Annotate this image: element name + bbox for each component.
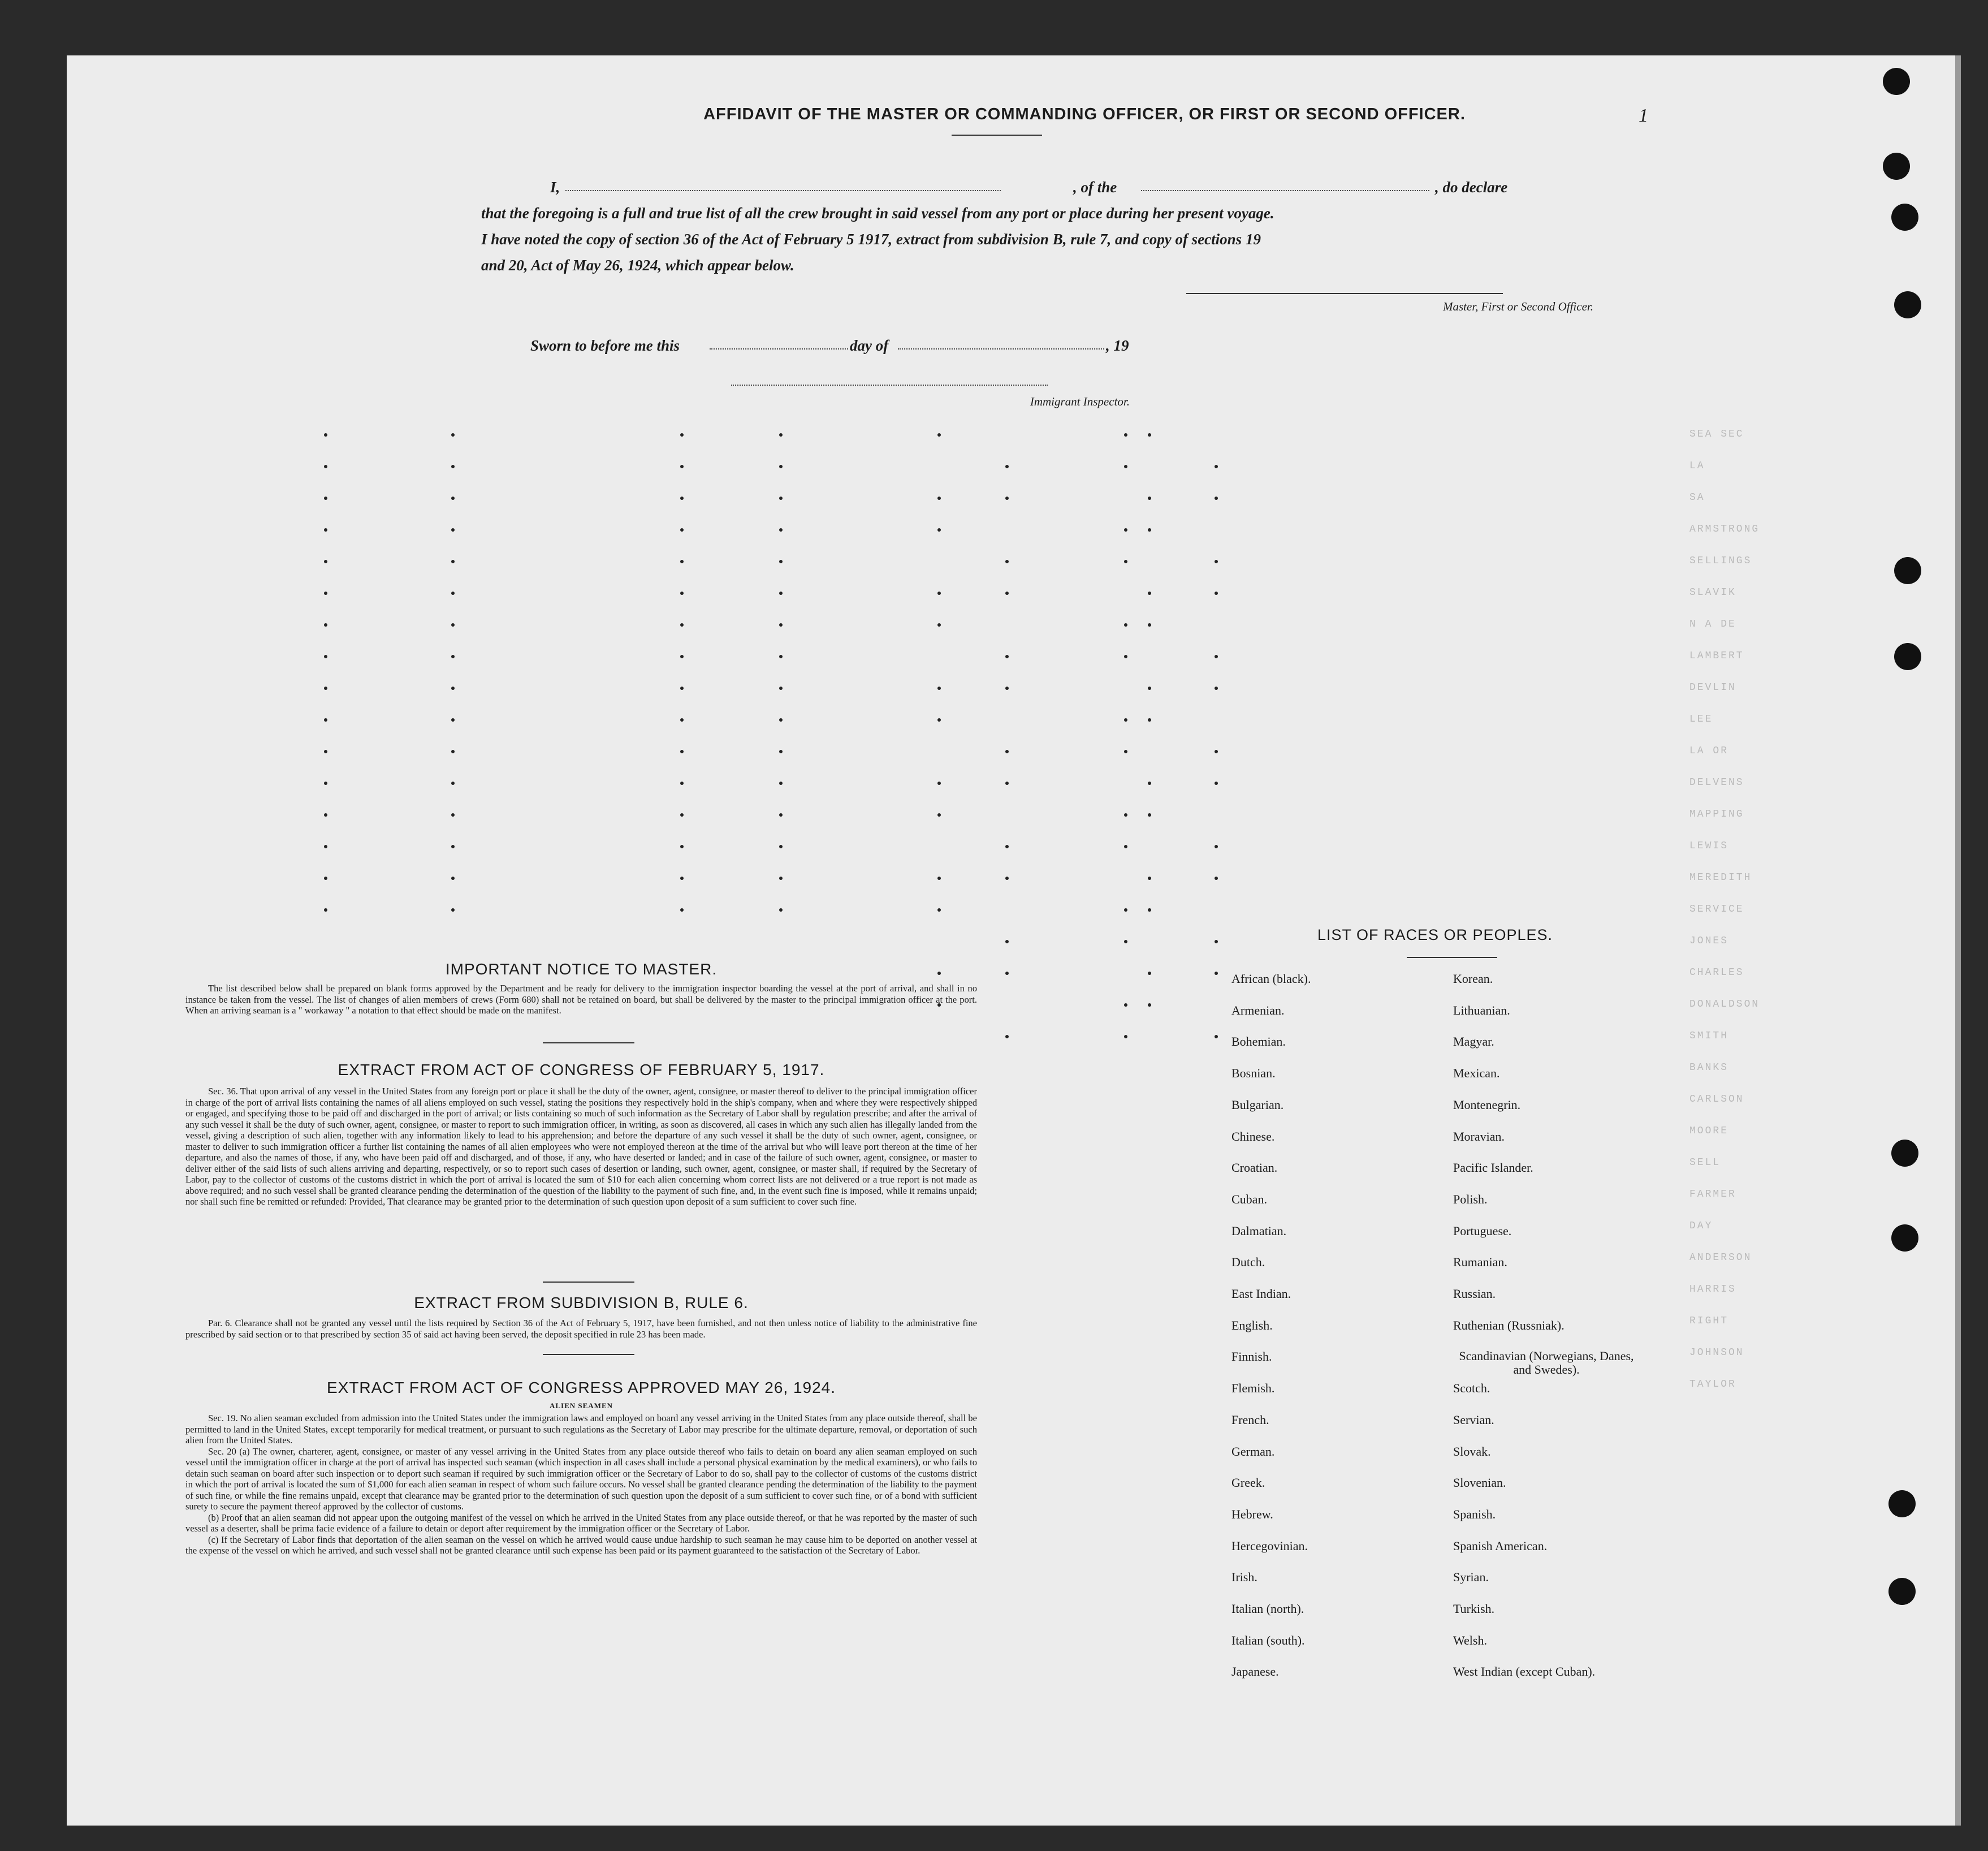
guide-dot — [451, 908, 455, 912]
race-item: Cuban. — [1231, 1192, 1267, 1206]
guide-dot — [1148, 972, 1151, 975]
guide-dot — [1148, 813, 1151, 817]
binder-hole — [1888, 1578, 1916, 1605]
guide-dot — [1005, 592, 1009, 595]
race-item: Lithuanian. — [1453, 1003, 1510, 1017]
binder-hole — [1891, 1224, 1918, 1252]
guide-dot — [779, 592, 783, 595]
subdivision-b-divider — [543, 1354, 634, 1355]
guide-dot — [937, 433, 941, 437]
guide-dot — [324, 813, 327, 817]
race-item: Croatian. — [1231, 1160, 1278, 1175]
guide-dot — [324, 497, 327, 500]
guide-dot — [1148, 687, 1151, 690]
race-item: Chinese. — [1231, 1129, 1275, 1144]
race-item: Slovenian. — [1453, 1475, 1506, 1490]
guide-dot — [1124, 623, 1127, 627]
notice-title: IMPORTANT NOTICE TO MASTER. — [445, 960, 718, 978]
race-item: West Indian (except Cuban). — [1453, 1664, 1596, 1679]
guide-dot — [680, 655, 684, 658]
guide-dot — [1215, 687, 1218, 690]
subdivision-b-text: Par. 6. Clearance shall not be granted any vessel until the lists required by Section 36 of the Act of February 5, 1917, have been furnished, and not then unless notice of liability to the administrative fine prescribed by said section or to that prescribed by section 35 of said act having been served, the deposit specified in rule 23 has been made. — [185, 1318, 977, 1340]
extract-1917-text: Sec. 36. That upon arrival of any vessel in the United States from any foreign port or place it shall be the duty of the owner, agent, consignee, or master thereof to deliver to the principal immigration officer in charge of the port of arrival lists containing the names of all aliens employed on such vessel, stating the positions they respectively hold in the ship's company, when and where they were respectively shipped or engaged, and specifying those to be paid off and discharged in the port of arrival; or lists containing so much of such information as the Secretary of Labor shall by regulation prescribe; and after the arrival of any such vessel it shall be the duty of such owner, agent, consignee, or master to report to such immigration officer, in writing, as soon as discovered, all cases in which any such alien has illegally landed from the vessel, giving a description of such alien, together with any information likely to lead to his apprehension; and before the departure of any such vessel it shall be the duty of such owner, agent, consignee, or master to deliver to such immigration officer a further list containing the names of all alien employees who were not employed thereon at the time of the arrival but who will leave port thereon at the time of her departure, and also the names of those, if any, who have been paid off and discharged, and of those, if any, who have deserted or landed; and in case of the failure of such owner, agent, consignee, or master to deliver either of the said lists of such aliens arriving and departing, respectively, or so to report such cases of desertion or landing, such owner, agent, consignee, or master shall, if required by the Secretary of Labor, pay to the collector of customs of the customs district in which the port of arrival is located the sum of $10 for each alien concerning whom correct lists are not delivered or a true report is not made as above required; and no such vessel shall be granted clearance pending the determination of the question of the liability to the payment of such fine, and, in the event such fine is imposed, while it remains unpaid; nor shall such fine be remitted or refunded: Provided, That clearance may be granted prior to the determination of such question upon deposit of a sum sufficient to cover such fine. — [185, 1086, 977, 1207]
race-item: Moravian. — [1453, 1129, 1505, 1144]
guide-dot — [451, 718, 455, 722]
race-item: Greek. — [1231, 1475, 1265, 1490]
guide-dot — [1215, 845, 1218, 848]
guide-dot — [451, 687, 455, 690]
race-item: Mexican. — [1453, 1066, 1500, 1081]
guide-dot — [937, 687, 941, 690]
race-item: Irish. — [1231, 1570, 1257, 1585]
guide-dot — [1005, 972, 1009, 975]
guide-dot — [680, 465, 684, 468]
extract-1924-sec19: Sec. 19. No alien seaman excluded from admission into the United States under the immigration laws and employed on board any vessel arriving in the United States from any place outside thereof, shall be permitted to land in the United States, except temporarily for medical treatment, or pursuant to such regulations as the Secretary of Labor may prescribe for the ultimate departure, removal, or deportation of such alien from the United States. — [185, 1413, 977, 1446]
guide-dot — [680, 718, 684, 722]
extract-1917-divider — [543, 1282, 634, 1283]
guide-dot — [451, 528, 455, 532]
extract-1924-body — [185, 1413, 977, 1556]
guide-dot — [1005, 1035, 1009, 1038]
race-item: Hercegovinian. — [1231, 1538, 1308, 1553]
guide-dot — [680, 750, 684, 753]
guide-dot — [1148, 528, 1151, 532]
guide-dot — [1124, 718, 1127, 722]
guide-dot — [1148, 592, 1151, 595]
guide-dot — [680, 877, 684, 880]
binder-hole — [1891, 1140, 1918, 1167]
guide-dot — [324, 433, 327, 437]
guide-dot — [680, 845, 684, 848]
sworn-day-of: day of — [850, 337, 889, 354]
race-item: Dutch. — [1231, 1255, 1265, 1270]
race-item: Spanish. — [1453, 1507, 1496, 1521]
guide-dot — [451, 497, 455, 500]
guide-dot — [1124, 528, 1127, 532]
guide-dot — [779, 845, 783, 848]
guide-dot — [1124, 908, 1127, 912]
guide-dot — [1005, 560, 1009, 563]
guide-dot — [779, 877, 783, 880]
guide-dot — [1148, 623, 1151, 627]
guide-dot — [937, 718, 941, 722]
guide-dot — [1148, 782, 1151, 785]
binder-hole — [1894, 291, 1921, 318]
guide-dot — [324, 623, 327, 627]
race-item: Portuguese. — [1453, 1223, 1512, 1238]
guide-dot — [779, 687, 783, 690]
race-item: Turkish. — [1453, 1602, 1495, 1616]
guide-dot — [1124, 560, 1127, 563]
guide-dot — [324, 592, 327, 595]
guide-dot — [1215, 1035, 1218, 1038]
affidavit-title: AFFIDAVIT OF THE MASTER OR COMMANDING OFFICER, OR FIRST OR SECOND OFFICER. — [703, 105, 1466, 123]
races-underline — [1407, 957, 1497, 958]
guide-dot — [680, 592, 684, 595]
guide-dot — [324, 750, 327, 753]
master-signature-line[interactable] — [1186, 293, 1503, 294]
guide-dot — [680, 433, 684, 437]
guide-dot — [324, 908, 327, 912]
guide-dot — [937, 623, 941, 627]
guide-dot — [1124, 433, 1127, 437]
race-item: Magyar. — [1453, 1034, 1494, 1049]
race-item: Scotch. — [1453, 1381, 1490, 1396]
race-item: Bohemian. — [1231, 1034, 1286, 1049]
guide-dot — [1215, 655, 1218, 658]
guide-dot — [324, 465, 327, 468]
guide-dot — [1005, 877, 1009, 880]
guide-dot — [1215, 560, 1218, 563]
guide-dot — [1005, 940, 1009, 943]
guide-dot — [1148, 497, 1151, 500]
guide-dot — [1124, 845, 1127, 848]
guide-dot — [1005, 497, 1009, 500]
guide-dot — [1148, 433, 1151, 437]
affidavit-of-the: , of the — [1073, 179, 1117, 196]
race-item: Syrian. — [1453, 1570, 1489, 1585]
guide-dot — [937, 908, 941, 912]
race-item: Pacific Islander. — [1453, 1160, 1533, 1175]
guide-dot — [1005, 465, 1009, 468]
guide-dot — [451, 845, 455, 848]
race-item: Italian (north). — [1231, 1602, 1304, 1616]
guide-dot — [779, 433, 783, 437]
race-item: French. — [1231, 1412, 1269, 1427]
guide-dot — [779, 528, 783, 532]
race-item: Montenegrin. — [1453, 1097, 1521, 1112]
extract-1924-subtitle: ALIEN SEAMEN — [549, 1401, 613, 1410]
guide-dot — [779, 782, 783, 785]
sworn-prefix: Sworn to before me this — [530, 337, 680, 354]
guide-dot — [451, 560, 455, 563]
guide-dot — [1124, 750, 1127, 753]
guide-dot — [1148, 877, 1151, 880]
guide-dot — [1215, 782, 1218, 785]
guide-dot — [1215, 750, 1218, 753]
guide-dot — [324, 560, 327, 563]
guide-dot — [680, 782, 684, 785]
race-item: Russian. — [1453, 1287, 1496, 1301]
guide-dot — [451, 782, 455, 785]
guide-dot — [324, 528, 327, 532]
extract-1924-sec20c: (c) If the Secretary of Labor finds that deportation of the alien seaman on the vessel on which he arrived would cause undue hardship to such seaman he may cause him to be deported on another vessel at the expense of the vessel on which he arrived, and such vessel shall not be granted clearance until such expense has been paid or its payment guaranteed to the satisfaction of the Secretary of Labor. — [185, 1534, 977, 1556]
manifest-page — [67, 55, 1961, 1826]
affidavit-line-2: I have noted the copy of section 36 of the Act of February 5 1917, extract from subdivision B, rule 7, and copy of sections 19 — [481, 231, 1261, 248]
extract-1917-title: EXTRACT FROM ACT OF CONGRESS OF FEBRUARY 5, 1917. — [338, 1061, 825, 1078]
race-item: Hebrew. — [1231, 1507, 1273, 1521]
race-item: Bosnian. — [1231, 1066, 1276, 1081]
guide-dot — [1215, 592, 1218, 595]
guide-dot — [451, 433, 455, 437]
guide-dot — [1124, 465, 1127, 468]
guide-dot — [779, 623, 783, 627]
guide-dot — [324, 782, 327, 785]
guide-dot — [324, 718, 327, 722]
guide-dot — [1005, 655, 1009, 658]
sworn-day-blank[interactable] — [710, 348, 848, 350]
guide-dot — [451, 623, 455, 627]
guide-dot — [779, 497, 783, 500]
race-item: Ruthenian (Russniak). — [1453, 1318, 1565, 1332]
race-item: Servian. — [1453, 1412, 1494, 1427]
guide-dot — [1124, 940, 1127, 943]
guide-dot — [451, 877, 455, 880]
guide-dot — [1005, 845, 1009, 848]
guide-dot — [680, 560, 684, 563]
guide-dot — [779, 718, 783, 722]
guide-dot — [1148, 1003, 1151, 1007]
page-number: 1 — [1639, 105, 1648, 126]
race-item: Armenian. — [1231, 1003, 1285, 1017]
guide-dot — [324, 877, 327, 880]
race-item: Dalmatian. — [1231, 1223, 1287, 1238]
vessel-blank[interactable] — [1141, 190, 1429, 191]
guide-dot — [1005, 687, 1009, 690]
guide-dot — [324, 687, 327, 690]
extract-1924-sec20a: Sec. 20 (a) The owner, charterer, agent, consignee, or master of any vessel arriving in the United States from any place outside thereof who fails to detain on board any alien seaman employed on such vessel until the immigration officer in charge at the port of arrival has inspected such seaman (which inspection in all cases shall include a personal physical examination by the medical examiners), or who fails to detain such seaman on board after such inspection or to deport such seaman if required by such immigration officer or the Secretary of Labor to do so, shall pay to the collector of customs of the customs district in which the port of arrival is located the sum of $1,000 for each alien seaman in respect of whom such failure occurs. No vessel shall be granted clearance pending the determination of the liability to the payment of such fine, or while the fine remains unpaid, except that clearance may be granted prior to the determination of such question upon the deposit of a sum sufficient to cover such fine, or of a bond with sufficient surety to secure the payment thereof approved by the collector of customs. — [185, 1446, 977, 1512]
guide-dot — [1005, 750, 1009, 753]
race-item: English. — [1231, 1318, 1273, 1332]
race-item: African (black). — [1231, 972, 1311, 986]
binder-hole — [1894, 643, 1921, 670]
race-item: Slovak. — [1453, 1444, 1491, 1459]
notice-text: The list described below shall be prepared on blank forms approved by the Department and be ready for delivery to the immigration inspector boarding the vessel at the port of arrival, and shall in no instance be taken from the vessel. The list of changes of alien members of crews (Form 680) shall not be retained on board, but shall be delivered by the master to the principal immigration officer at the port. When an arriving seaman is a " workaway " a notation to that effect should be made on the manifest. — [185, 983, 977, 1016]
binder-hole — [1883, 153, 1910, 180]
guide-dot — [779, 908, 783, 912]
race-item: Korean. — [1453, 972, 1493, 986]
race-item: Flemish. — [1231, 1381, 1275, 1396]
guide-dot — [937, 592, 941, 595]
sworn-month-blank[interactable] — [898, 348, 1104, 350]
guide-dot — [937, 877, 941, 880]
affidavit-line-1: that the foregoing is a full and true list of all the crew brought in said vessel from any port or place during her present voyage. — [481, 205, 1274, 222]
guide-dot — [1215, 877, 1218, 880]
guide-dot — [779, 750, 783, 753]
race-item: East Indian. — [1231, 1287, 1291, 1301]
guide-dot — [1215, 940, 1218, 943]
binder-hole — [1883, 68, 1910, 95]
guide-dot — [779, 813, 783, 817]
guide-dot — [451, 465, 455, 468]
race-item: Rumanian. — [1453, 1255, 1507, 1270]
guide-dot — [451, 813, 455, 817]
guide-dot — [779, 655, 783, 658]
race-item: Japanese. — [1231, 1664, 1279, 1679]
guide-dot — [680, 908, 684, 912]
race-item: Bulgarian. — [1231, 1097, 1284, 1112]
guide-dot — [680, 623, 684, 627]
show-through-column: SEA SEC LA SA ARMSTRONG SELLINGS SLAVIK N A DE LAMBERT DEVLIN LEE LA OR DELVENS MAPPING LEWIS MEREDITH SERVICE JONES CHARLES DONALDSON SMITH BANKS CARLSON MOORE SELL FARMER DAY ANDERSON HARRIS RIGHT JOHNSON TAYLOR — [1689, 429, 1760, 1390]
affidavit-line-3: and 20, Act of May 26, 1924, which appear below. — [481, 257, 794, 274]
inspector-label: Immigrant Inspector. — [1030, 395, 1130, 408]
guide-dot — [1124, 655, 1127, 658]
title-underline — [952, 135, 1042, 136]
race-item: Scandinavian (Norwegians, Danes, and Swedes). — [1459, 1349, 1634, 1377]
extract-1924-sec20b: (b) Proof that an alien seaman did not appear upon the outgoing manifest of the vessel on which he arrived in the United States from any place outside thereof, or that he was reported by the master of such vessel as a deserter, shall be prima facie evidence of a failure to detain or deport after requirement by the immigration officer or the Secretary of Labor. — [185, 1512, 977, 1534]
race-item: Polish. — [1453, 1192, 1488, 1206]
guide-dot — [324, 845, 327, 848]
guide-dot — [1124, 1003, 1127, 1007]
guide-dot — [680, 497, 684, 500]
race-item: Spanish American. — [1453, 1538, 1548, 1553]
guide-dot — [1005, 782, 1009, 785]
race-item: Finnish. — [1231, 1349, 1272, 1364]
binder-hole — [1888, 1490, 1916, 1517]
race-item: Italian (south). — [1231, 1633, 1305, 1647]
race-item: German. — [1231, 1444, 1275, 1459]
guide-dot — [1148, 908, 1151, 912]
guide-dot — [1215, 465, 1218, 468]
affidavit-do-declare: , do declare — [1435, 179, 1508, 196]
guide-dot — [937, 782, 941, 785]
binder-hole — [1894, 557, 1921, 584]
guide-dot — [1215, 497, 1218, 500]
guide-dot — [1148, 718, 1151, 722]
inspector-signature-line[interactable] — [731, 385, 1048, 386]
guide-dot — [451, 750, 455, 753]
guide-dot — [451, 592, 455, 595]
subdivision-b-title: EXTRACT FROM SUBDIVISION B, RULE 6. — [414, 1294, 749, 1311]
guide-dot — [1124, 813, 1127, 817]
notice-divider — [543, 1042, 634, 1043]
guide-dot — [937, 528, 941, 532]
guide-dot — [451, 655, 455, 658]
races-title: LIST OF RACES OR PEOPLES. — [1317, 926, 1553, 943]
guide-dot — [779, 465, 783, 468]
sworn-year: , 19 — [1106, 337, 1129, 354]
race-item: Welsh. — [1453, 1633, 1487, 1647]
binder-hole — [1891, 204, 1918, 231]
guide-dot — [1215, 972, 1218, 975]
guide-dot — [680, 687, 684, 690]
master-signature-label: Master, First or Second Officer. — [1443, 300, 1593, 313]
guide-dot — [324, 655, 327, 658]
guide-dot — [937, 497, 941, 500]
guide-dot — [1124, 1035, 1127, 1038]
guide-dot — [937, 813, 941, 817]
guide-dot — [680, 813, 684, 817]
guide-dot — [779, 560, 783, 563]
guide-dot — [680, 528, 684, 532]
name-blank[interactable] — [565, 190, 1001, 191]
affidavit-i-label: I, — [550, 179, 560, 196]
extract-1924-title: EXTRACT FROM ACT OF CONGRESS APPROVED MAY 26, 1924. — [326, 1379, 836, 1396]
